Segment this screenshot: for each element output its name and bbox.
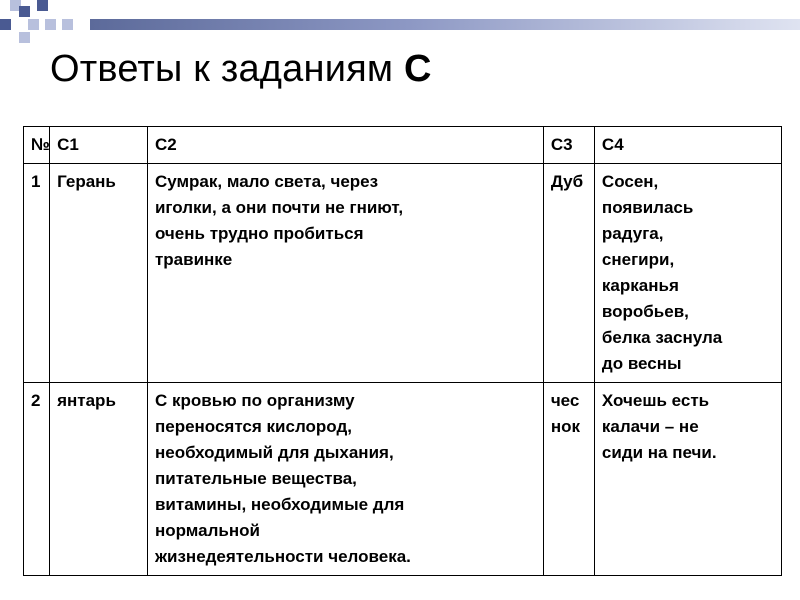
deco-square <box>62 19 73 30</box>
header-cell-c3: С3 <box>543 127 594 164</box>
deco-square <box>19 6 30 17</box>
slide-title <box>50 48 432 91</box>
table-header-row <box>24 127 782 164</box>
row-number-cell: 1 <box>24 164 50 383</box>
slide-title-letter: С <box>404 48 432 90</box>
c2-cell: Сумрак, мало света, через иголки, а они почти не гниют, очень трудно пробиться травинке <box>147 164 543 383</box>
deco-square <box>0 19 11 30</box>
deco-square <box>28 19 39 30</box>
slide-title-text: Ответы к заданиям <box>50 48 404 90</box>
answers-table <box>23 126 782 576</box>
title-accent-bar <box>90 19 800 30</box>
deco-square <box>45 19 56 30</box>
table-row <box>24 164 782 383</box>
table-row <box>24 383 782 576</box>
c3-cell: чес нок <box>543 383 594 576</box>
header-cell-number: № <box>24 127 50 164</box>
c3-cell: Дуб <box>543 164 594 383</box>
row-number-cell: 2 <box>24 383 50 576</box>
corner-squares-decoration <box>0 0 90 45</box>
deco-square <box>19 32 30 43</box>
c4-cell: Хочешь есть калачи – не сиди на печи. <box>594 383 781 576</box>
header-cell-c2: С2 <box>147 127 543 164</box>
c4-cell: Сосен, появилась радуга, снегири, карканья воробьев, белка заснула до весны <box>594 164 781 383</box>
c2-cell: С кровью по организму переносятся кислород, необходимый для дыхания, питательные вещества, витамины, необходимые для нормальной жизнедеятельности человека. <box>147 383 543 576</box>
deco-square <box>37 0 48 11</box>
header-cell-c1: С1 <box>50 127 148 164</box>
header-cell-c4: С4 <box>594 127 781 164</box>
c1-cell: янтарь <box>50 383 148 576</box>
c1-cell: Герань <box>50 164 148 383</box>
